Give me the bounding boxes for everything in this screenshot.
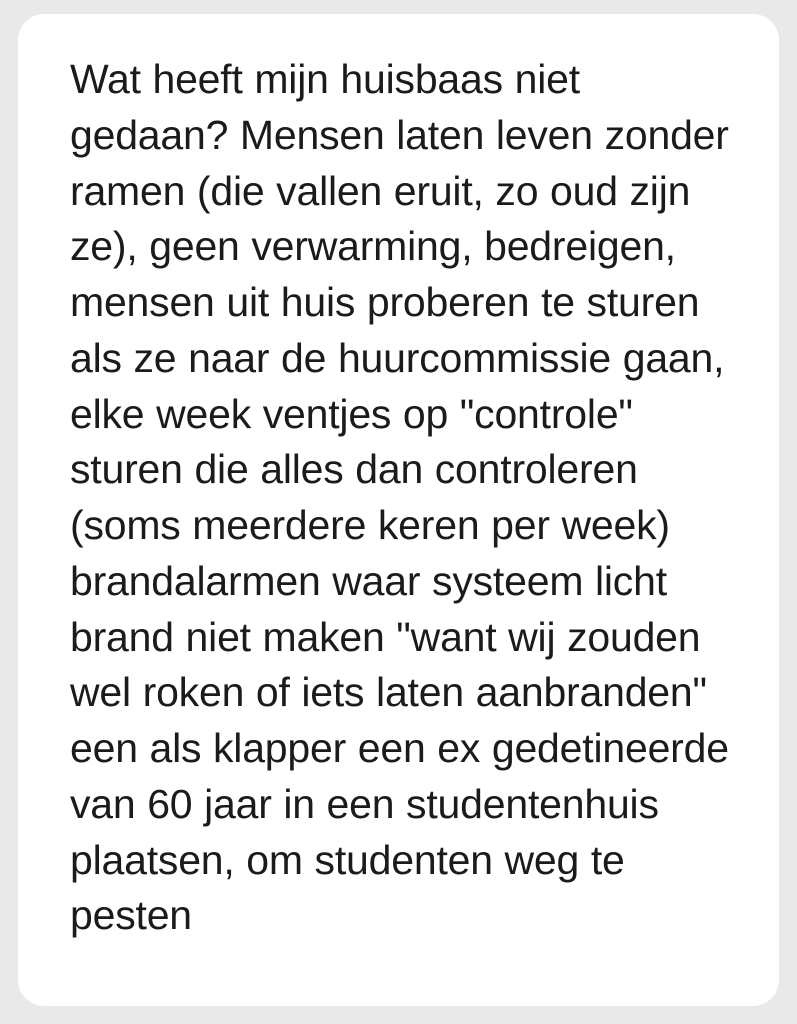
message-body-text: Wat heeft mijn huisbaas niet gedaan? Mensen laten leven zonder ramen (die vallen eruit, zo oud zijn ze), geen verwarming, bedreigen, mensen uit huis proberen te sturen als ze naar de huurcommissie gaan, elke week ventjes op "controle" sturen die alles dan controleren (soms meerdere keren per week) brandalarmen waar systeem licht brand niet maken "want wij zouden wel roken of iets laten aanbranden" een als klapper een ex gedetineerde van 60 jaar in een studentenhuis plaatsen, om studenten weg te pesten <box>70 56 741 939</box>
message-card <box>18 14 779 1006</box>
